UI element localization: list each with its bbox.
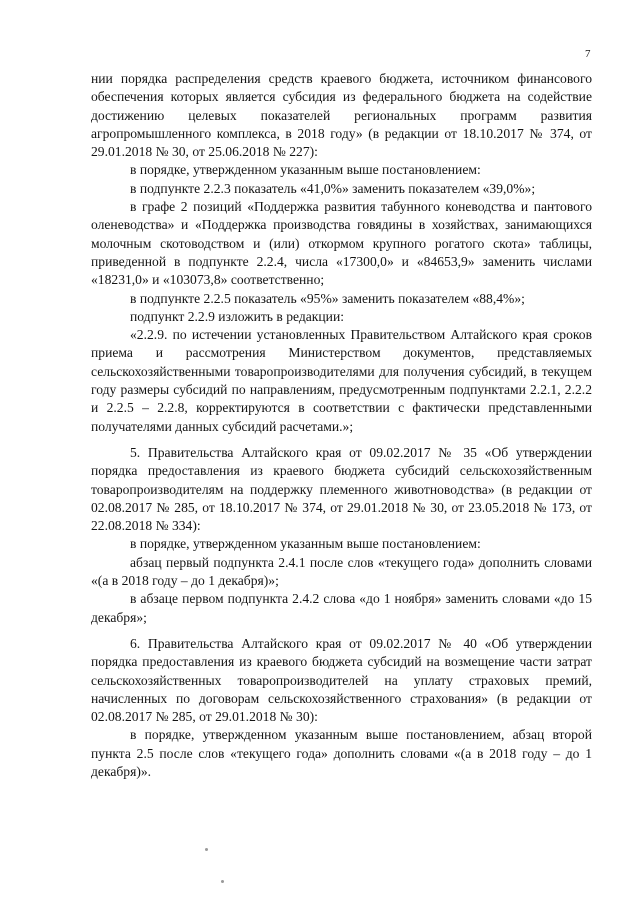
scan-speck [205,848,208,851]
paragraph: в подпункте 2.2.5 показатель «95%» заменить показателем «88,4%»; [130,290,525,306]
paragraph: в порядке, утвержденном указанным выше постановлением: [130,162,481,178]
paragraph: в абзаце первом подпункта 2.4.2 слова «до 1 ноября» заменить словами «до 15 декабря»; [91,591,592,625]
paragraph: в графе 2 позиций «Поддержка развития табунного коневодства и пантового оленеводства» и «Поддержка производства говядины в хозяйствах, занимающихся молочным скотоводством и (или) откормом крупного рогатого скота» таблицы, приведенной в подпункте 2.2.4, числа «17300,0» и «84653,9» заменить числами «18231,0» и «103073,8» соответственно; [91,199,592,288]
paragraph: подпункт 2.2.9 изложить в редакции: [130,308,345,324]
section-5-heading: 5. Правительства Алтайского края от 09.02.2017 № 35 «Об утверждении порядка предоставления из краевого бюджета субсидий сельскохозяйственным товаропроизводителям на поддержку племенного животноводства» (в редакции от 02.08.2017 № 285, от 18.10.2017 № 374, от 29.01.2018 № 30, от 23.05.2018 № 173, от 22.08.2018 № 334): [91,444,592,534]
scan-speck [221,880,224,883]
paragraph: в порядке, утвержденном указанным выше постановлением, абзац второй пункта 2.5 после слов «текущего года» дополнить словами «(а в 2018 году – до 1 декабря)». [91,727,592,779]
document-body [91,70,592,781]
paragraph: абзац первый подпункта 2.4.1 после слов «текущего года» дополнить словами «(а в 2018 году – до 1 декабря)»; [91,554,592,589]
paragraph-quote: «2.2.9. по истечении установленных Правительством Алтайского края сроков приема и рассмотрения Министерством документов, представляемых сельскохозяйственными товаропроизводителями для получения субсидий, в текущем году размеры субсидий по направлениям, предусмотренным подпунктами 2.2.1, 2.2.2 и 2.2.5 – 2.2.8, корректируются в соответствии с фактически представленными получателями данных субсидий расчетами.»; [91,327,592,434]
paragraph: в подпункте 2.2.3 показатель «41,0%» заменить показателем «39,0%»; [130,180,536,196]
page-number: 7 [585,48,591,60]
paragraph-continuation: нии порядка распределения средств краевого бюджета, источником финансового обеспечения которых является субсидия из федерального бюджета на содействие достижению целевых показателей региональных программ развития агропромышленного комплекса, в 2018 году» (в редакции от 18.10.2017 № 374, от 29.01.2018 № 30, от 25.06.2018 № 227): [91,71,592,160]
paragraph: в порядке, утвержденном указанным выше постановлением: [130,536,481,552]
section-6-heading: 6. Правительства Алтайского края от 09.02.2017 № 40 «Об утверждении порядка предоставления из краевого бюджета субсидий на возмещение части затрат сельскохозяйственных товаропроизводителей на уплату страховых премий, начисленных по договорам сельскохозяйственного страхования» (в редакции от 02.08.2017 № 285, от 29.01.2018 № 30): [91,635,592,725]
